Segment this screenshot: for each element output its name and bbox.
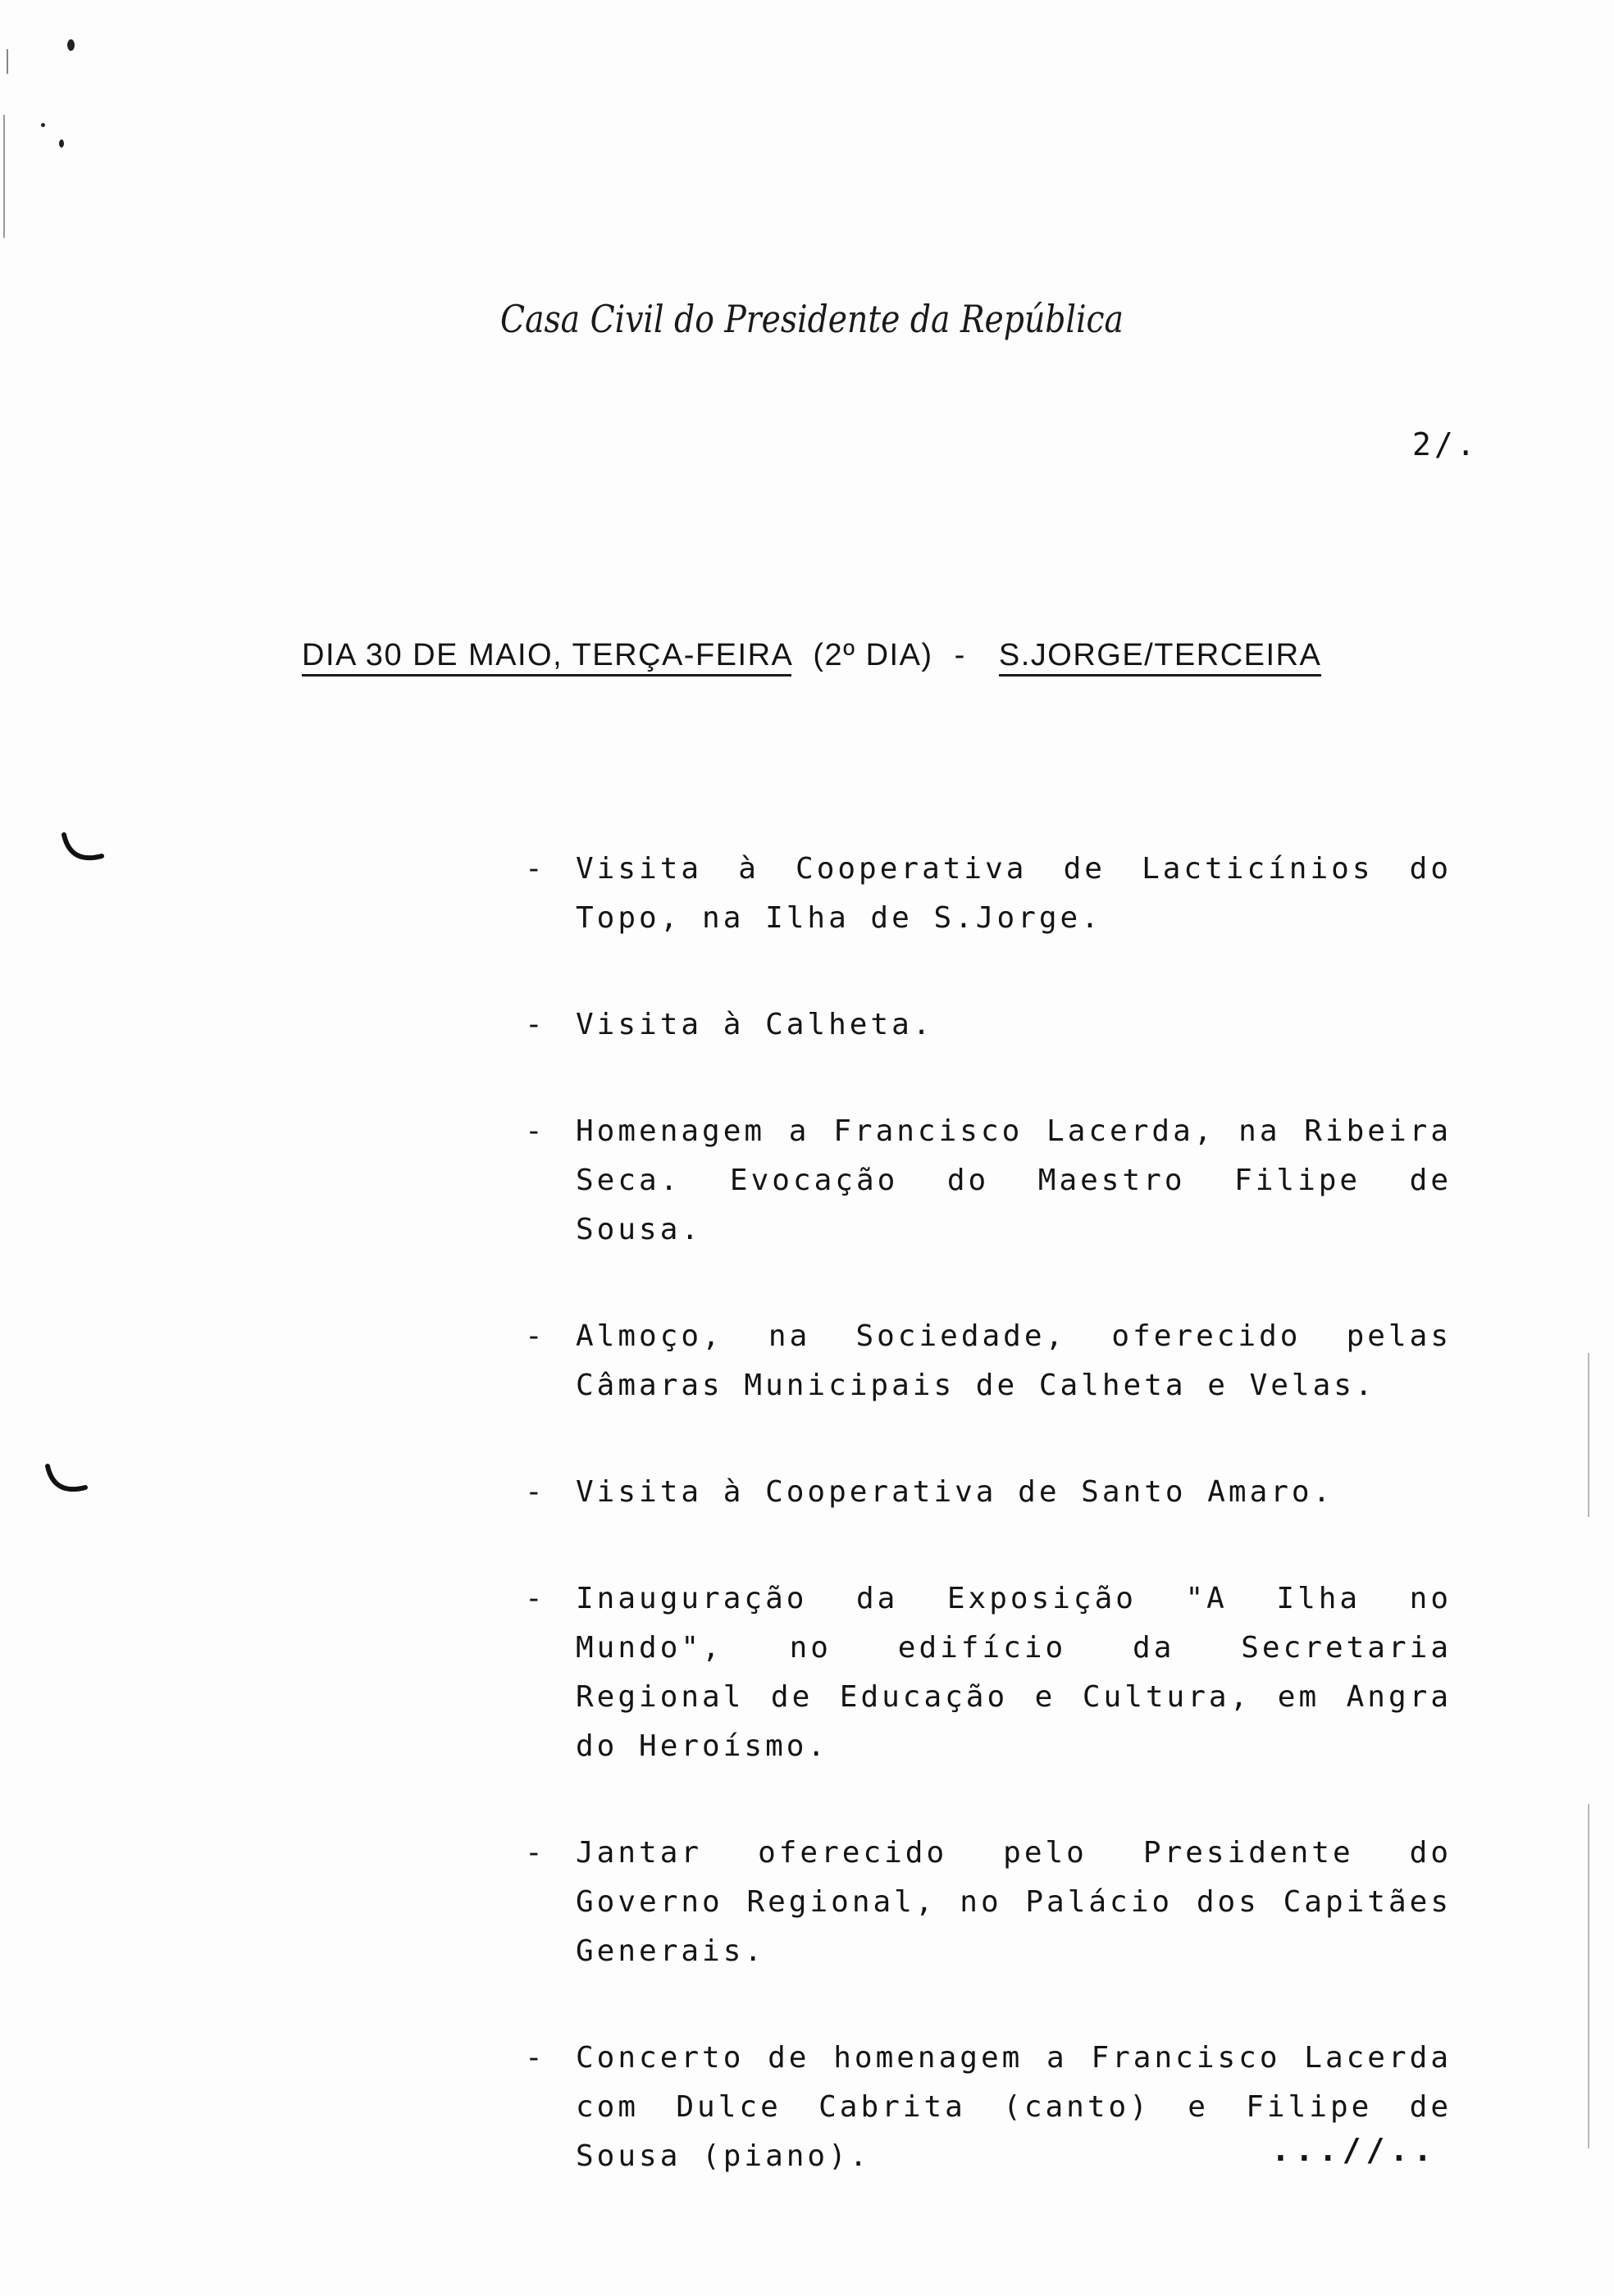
list-item-text: Visita à Cooperativa de Santo Amaro. bbox=[576, 1475, 1334, 1509]
list-bullet: - bbox=[525, 1475, 546, 1509]
scan-speck bbox=[41, 123, 45, 127]
list-item-text: Visita à Cooperativa de Lacticínios do Topo, na Ilha de S.Jorge. bbox=[576, 852, 1452, 935]
list-item-text: Jantar oferecido pelo Presidente do Governo Regional, no Palácio dos Capitães Generais. bbox=[576, 1836, 1452, 1968]
list-item bbox=[525, 1107, 1452, 1255]
heading-date: DIA 30 DE MAIO, TERÇA-FEIRA bbox=[302, 638, 791, 676]
list-item-text: Concerto de homenagem a Francisco Lacerda com Dulce Cabrita (canto) e Filipe de Sousa (piano). bbox=[576, 2041, 1452, 2173]
scan-edge-mark bbox=[3, 115, 5, 238]
margin-bracket-mark bbox=[43, 1460, 92, 1509]
scan-speck bbox=[67, 39, 75, 51]
list-item-text: Homenagem a Francisco Lacerda, na Ribeira Seca. Evocação do Maestro Filipe de Sousa. bbox=[576, 1114, 1452, 1246]
list-item bbox=[525, 1574, 1452, 1771]
scan-edge-mark bbox=[1588, 1804, 1589, 2148]
page-heading bbox=[302, 638, 1393, 673]
list-bullet: - bbox=[525, 1582, 546, 1615]
list-item bbox=[525, 845, 1452, 943]
scan-speck bbox=[59, 139, 64, 148]
agenda-list bbox=[525, 845, 1452, 2239]
heading-location: S.JORGE/TERCEIRA bbox=[999, 638, 1322, 676]
list-bullet: - bbox=[525, 852, 546, 886]
scan-edge-mark bbox=[1588, 1353, 1589, 1517]
list-item bbox=[525, 1829, 1452, 1976]
list-bullet: - bbox=[525, 1836, 546, 1870]
list-bullet: - bbox=[525, 2041, 546, 2075]
list-bullet: - bbox=[525, 1008, 546, 1041]
list-item bbox=[525, 1468, 1452, 1517]
list-item-text: Inauguração da Exposição "A Ilha no Mundo", no edifício da Secretaria Regional de Educação e Cultura, em Angra do Heroísmo. bbox=[576, 1582, 1452, 1763]
scan-edge-mark bbox=[7, 49, 8, 74]
list-item bbox=[525, 1000, 1452, 1050]
continuation-mark: ...//.. bbox=[1271, 2132, 1438, 2168]
list-item-text: Almoço, na Sociedade, oferecido pelas Câmaras Municipais de Calheta e Velas. bbox=[576, 1319, 1452, 1402]
letterhead-script bbox=[492, 271, 1132, 361]
heading-separator: - bbox=[954, 638, 966, 672]
list-bullet: - bbox=[525, 1319, 546, 1353]
heading-day-count: (2º DIA) bbox=[813, 638, 933, 672]
page-number: 2/. bbox=[1412, 426, 1479, 462]
list-item-text: Visita à Calheta. bbox=[576, 1008, 934, 1041]
list-item bbox=[525, 1312, 1452, 1410]
margin-bracket-mark bbox=[59, 828, 108, 877]
letterhead-text: Casa Civil do Presidente da República bbox=[500, 297, 1124, 341]
list-bullet: - bbox=[525, 1114, 546, 1148]
